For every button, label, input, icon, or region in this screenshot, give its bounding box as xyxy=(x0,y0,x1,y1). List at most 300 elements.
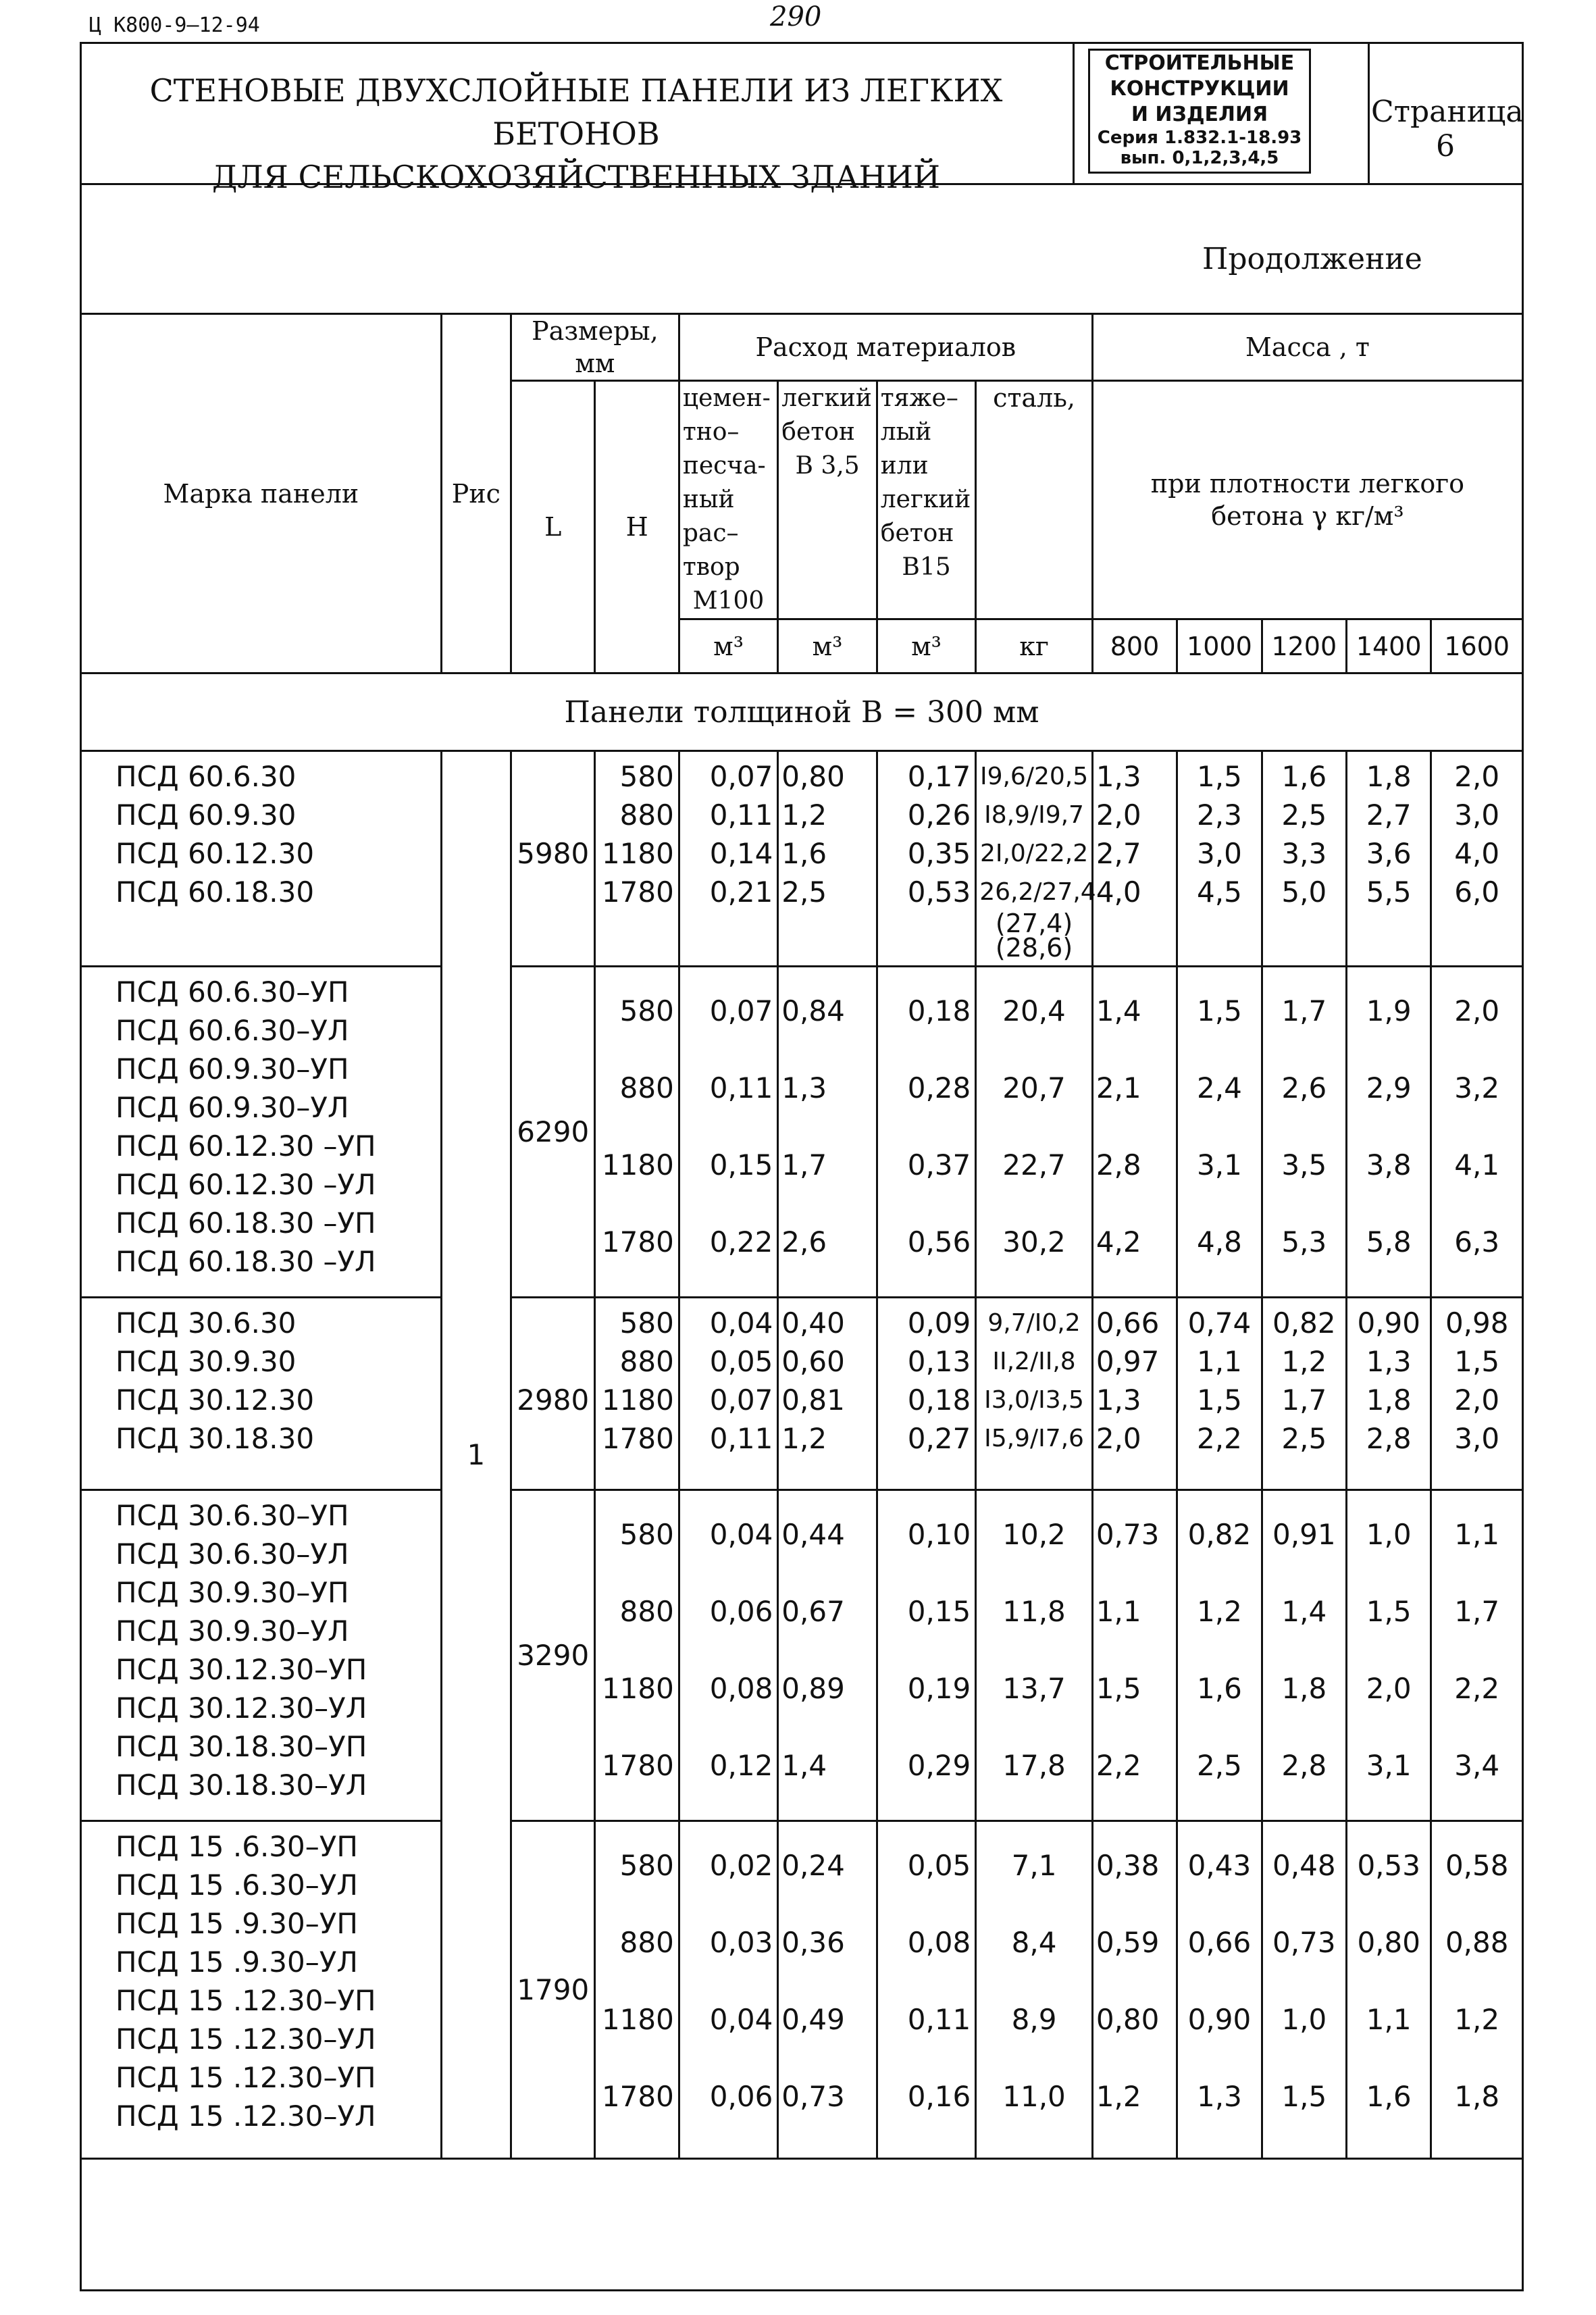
steel-value: 22,7 xyxy=(1002,1148,1066,1181)
panel-mark: ПСД 60.6.30–УП xyxy=(115,975,349,1009)
light-value: 1,6 xyxy=(781,837,827,870)
mass-value: 2,1 xyxy=(1096,1071,1141,1104)
mass-value: 1,7 xyxy=(1454,1595,1500,1628)
heavy-value: 0,05 xyxy=(907,1849,971,1882)
group-4-light xyxy=(778,1490,877,1821)
panel-mark: ПСД 30.18.30–УП xyxy=(115,1730,367,1763)
mass-value: 1,3 xyxy=(1197,2080,1242,2113)
steel-value: I5,9/I7,6 xyxy=(984,1425,1084,1452)
mass-value: 2,0 xyxy=(1096,1422,1141,1455)
series-line-2: КОНСТРУКЦИИ xyxy=(1110,77,1289,101)
mass-value: 6,3 xyxy=(1454,1225,1500,1258)
mass-value: 3,6 xyxy=(1366,837,1412,870)
steel-value: 13,7 xyxy=(1002,1672,1066,1705)
group-2-light xyxy=(778,967,877,1298)
panel-mark: ПСД 30.9.30 xyxy=(115,1345,297,1378)
heavy-value: 0,19 xyxy=(907,1672,971,1705)
mortar-value: 0,11 xyxy=(709,1071,773,1104)
panel-mark: ПСД 30.6.30–УЛ xyxy=(115,1537,349,1571)
mass-value: 0,90 xyxy=(1187,2003,1252,2036)
mass-value: 0,88 xyxy=(1445,1926,1509,1959)
group-1-mass-800 xyxy=(1092,751,1177,967)
mass-value: 0,48 xyxy=(1272,1849,1336,1882)
heavy-l1: тяже– xyxy=(880,384,958,412)
group-3-mass-1600 xyxy=(1431,1298,1523,1490)
mass-value: 1,7 xyxy=(1281,1383,1327,1417)
series-cell xyxy=(1073,42,1370,183)
mass-value: 0,74 xyxy=(1187,1306,1252,1340)
mortar-value: 0,06 xyxy=(709,2080,773,2113)
unit-light: м³ xyxy=(778,619,877,673)
mass-value: 1,5 xyxy=(1366,1595,1412,1628)
height-value: 1180 xyxy=(601,837,674,870)
fig-header: Рис xyxy=(441,314,511,673)
steel-value: 26,2/27,4 xyxy=(979,878,1096,906)
document-code: Ц К800-9—12-94 xyxy=(89,14,260,37)
group-5-mass-800 xyxy=(1092,1821,1177,2159)
group-5-heavy xyxy=(877,1821,975,2159)
mortar-value: 0,04 xyxy=(709,2003,773,2036)
mass-value: 0,58 xyxy=(1445,1849,1509,1882)
mass-value: 1,4 xyxy=(1096,994,1141,1027)
group-3-steel xyxy=(976,1298,1093,1490)
mass-value: 1,5 xyxy=(1197,994,1242,1027)
group-4-length: 3290 xyxy=(511,1490,595,1821)
density-1400: 1400 xyxy=(1347,619,1431,673)
light-value: 1,2 xyxy=(781,798,827,832)
mortar-l4: ный xyxy=(682,486,735,513)
height-value: 880 xyxy=(619,1071,674,1104)
group-1-names xyxy=(81,751,442,967)
mass-value: 2,7 xyxy=(1366,798,1412,832)
steel-value: I3,0/I3,5 xyxy=(984,1386,1084,1414)
group-1-heights xyxy=(595,751,679,967)
group-2-mortar xyxy=(679,967,777,1298)
group-4-mass-1400 xyxy=(1347,1490,1431,1821)
mortar-l7: М100 xyxy=(692,587,765,615)
height-value: 880 xyxy=(619,798,674,832)
mass-value: 5,5 xyxy=(1366,875,1412,909)
mass-value: 2,4 xyxy=(1197,1071,1242,1104)
materials-table xyxy=(80,313,1524,2160)
mass-value: 2,8 xyxy=(1096,1148,1141,1181)
heavy-value: 0,29 xyxy=(907,1749,971,1782)
group-4-mass-800 xyxy=(1092,1490,1177,1821)
height-value: 1780 xyxy=(601,1422,674,1455)
steel-note: (27,4) xyxy=(995,909,1073,938)
mortar-value: 0,14 xyxy=(709,837,773,870)
group-3-mass-1400 xyxy=(1347,1298,1431,1490)
mass-value: 1,3 xyxy=(1096,1383,1141,1417)
light-value: 0,40 xyxy=(781,1306,845,1340)
mass-value: 4,8 xyxy=(1197,1225,1242,1258)
mortar-value: 0,22 xyxy=(709,1225,773,1258)
light-l1: легкий xyxy=(781,384,872,412)
group-2-mass-800 xyxy=(1092,967,1177,1298)
group-4-mortar xyxy=(679,1490,777,1821)
continuation-label: Продолжение xyxy=(1202,242,1422,276)
length-header: L xyxy=(511,381,595,673)
mass-value: 3,4 xyxy=(1454,1749,1500,1782)
section-title: Панели толщиной В = 300 мм xyxy=(81,673,1523,751)
steel-value: I8,9/I9,7 xyxy=(984,801,1084,829)
group-1-mass-1600 xyxy=(1431,751,1523,967)
mass-value: 4,5 xyxy=(1197,875,1242,909)
page-number: 290 xyxy=(770,1,822,32)
steel-value: 2I,0/22,2 xyxy=(979,840,1089,867)
light-value: 0,44 xyxy=(781,1518,845,1551)
mass-value: 2,5 xyxy=(1197,1749,1242,1782)
height-value: 580 xyxy=(619,1306,674,1340)
steel-value: 20,7 xyxy=(1002,1071,1066,1104)
length-value: 2980 xyxy=(517,1383,590,1417)
mass-value: 1,6 xyxy=(1366,2080,1412,2113)
panel-mark: ПСД 30.9.30–УЛ xyxy=(115,1614,349,1648)
steel-value: 7,1 xyxy=(1011,1849,1057,1882)
mass-value: 3,0 xyxy=(1197,837,1242,870)
panel-mark: ПСД 60.9.30–УЛ xyxy=(115,1091,349,1124)
group-1-steel xyxy=(976,751,1096,967)
density-1000: 1000 xyxy=(1177,619,1262,673)
group-2-heavy xyxy=(877,967,975,1298)
page-label: Страница 6 xyxy=(1371,95,1524,163)
steel-note: (28,6) xyxy=(995,933,1073,963)
heavy-value: 0,53 xyxy=(907,875,971,909)
mass-value: 0,80 xyxy=(1357,1926,1420,1959)
panel-mark: ПСД 30.6.30–УП xyxy=(115,1499,349,1532)
panel-mark: ПСД 60.18.30 –УЛ xyxy=(115,1245,376,1278)
mass-value: 1,1 xyxy=(1366,2003,1412,2036)
height-value: 580 xyxy=(619,760,674,793)
light-value: 0,67 xyxy=(781,1595,845,1628)
group-4-heavy xyxy=(877,1490,975,1821)
panel-mark: ПСД 15 .12.30–УП xyxy=(115,2061,376,2094)
figure-number-cell xyxy=(441,751,511,2159)
panel-mark: ПСД 15 .9.30–УЛ xyxy=(115,1945,358,1979)
height-value: 580 xyxy=(619,1518,674,1551)
panel-mark: ПСД 15 .12.30–УЛ xyxy=(115,2023,376,2056)
mass-value: 0,53 xyxy=(1357,1849,1420,1882)
density-1200: 1200 xyxy=(1262,619,1346,673)
light-value: 0,36 xyxy=(781,1926,845,1959)
heavy-l2: лый xyxy=(880,418,932,446)
steel-value: 9,7/I0,2 xyxy=(987,1309,1081,1337)
steel-value: 11,8 xyxy=(1002,1595,1066,1628)
height-value: 1780 xyxy=(601,1225,674,1258)
light-value: 0,24 xyxy=(781,1849,845,1882)
height-value: 1180 xyxy=(601,1383,674,1417)
group-1-mass-1400 xyxy=(1347,751,1431,967)
mass-value: 2,2 xyxy=(1454,1672,1500,1705)
mass-value: 1,2 xyxy=(1281,1345,1327,1378)
mortar-value: 0,11 xyxy=(709,1422,773,1455)
height-value: 1180 xyxy=(601,1148,674,1181)
mass-value: 0,98 xyxy=(1445,1306,1509,1340)
steel-value: 10,2 xyxy=(1002,1518,1066,1551)
mass-value: 1,8 xyxy=(1366,760,1412,793)
mass-value: 1,1 xyxy=(1096,1595,1141,1628)
panel-mark: ПСД 15 .12.30–УП xyxy=(115,1984,376,2017)
unit-mortar: м³ xyxy=(679,619,777,673)
panel-mark: ПСД 30.12.30–УЛ xyxy=(115,1691,367,1725)
mass-value: 0,66 xyxy=(1096,1306,1160,1340)
mass-value: 2,3 xyxy=(1197,798,1242,832)
steel-value: II,2/II,8 xyxy=(992,1348,1076,1375)
document-title xyxy=(80,69,1073,199)
unit-steel: кг xyxy=(976,619,1093,673)
density-1600: 1600 xyxy=(1431,619,1523,673)
panel-mark: ПСД 30.18.30 xyxy=(115,1422,315,1455)
title-line-1: СТЕНОВЫЕ ДВУХСЛОЙНЫЕ ПАНЕЛИ ИЗ ЛЕГКИХ БЕТОНОВ xyxy=(149,72,1003,152)
density-l2: бетона γ кг/м³ xyxy=(1211,501,1404,531)
group-4-names xyxy=(81,1490,442,1821)
mass-value: 4,0 xyxy=(1096,875,1141,909)
panel-mark: ПСД 60.12.30 xyxy=(115,837,315,870)
mass-value: 2,0 xyxy=(1366,1672,1412,1705)
mass-value: 3,8 xyxy=(1366,1148,1412,1181)
mass-value: 4,2 xyxy=(1096,1225,1141,1258)
mass-value: 2,8 xyxy=(1281,1749,1327,1782)
mass-value: 3,0 xyxy=(1454,798,1500,832)
light-value: 0,81 xyxy=(781,1383,845,1417)
panel-mark: ПСД 15 .9.30–УП xyxy=(115,1907,358,1940)
height-value: 880 xyxy=(619,1926,674,1959)
heavy-value: 0,35 xyxy=(907,837,971,870)
group-5-mass-1200 xyxy=(1262,1821,1346,2159)
density-header xyxy=(1092,381,1522,619)
mass-value: 2,2 xyxy=(1096,1749,1141,1782)
mass-value: 1,5 xyxy=(1197,1383,1242,1417)
sizes-header: Размеры, мм xyxy=(511,314,679,381)
heavy-value: 0,11 xyxy=(907,2003,971,2036)
mass-value: 0,97 xyxy=(1096,1345,1160,1378)
mark-header: Марка панели xyxy=(81,314,442,673)
panel-mark: ПСД 15 .6.30–УЛ xyxy=(115,1868,358,1902)
mass-value: 6,0 xyxy=(1454,875,1500,909)
group-4-mass-1200 xyxy=(1262,1490,1346,1821)
mortar-value: 0,15 xyxy=(709,1148,773,1181)
group-5-steel xyxy=(976,1821,1093,2159)
group-5-mass-1000 xyxy=(1177,1821,1262,2159)
group-1-mass-1000 xyxy=(1177,751,1262,967)
mass-value: 2,0 xyxy=(1454,760,1500,793)
group-1-length xyxy=(511,751,595,967)
height-value: 580 xyxy=(619,994,674,1027)
panel-mark: ПСД 60.9.30–УП xyxy=(115,1052,349,1086)
mass-value: 2,0 xyxy=(1096,798,1141,832)
light-value: 0,80 xyxy=(781,760,845,793)
figure-number: 1 xyxy=(467,1438,486,1471)
mass-value: 2,0 xyxy=(1454,1383,1500,1417)
panel-mark: ПСД 30.18.30–УЛ xyxy=(115,1769,367,1802)
mortar-l3: песча- xyxy=(682,452,766,480)
panel-mark: ПСД 60.6.30–УЛ xyxy=(115,1014,349,1047)
mass-value: 1,5 xyxy=(1281,2080,1327,2113)
heavy-concrete-header xyxy=(877,381,975,619)
panel-mark: ПСД 60.12.30 –УЛ xyxy=(115,1168,376,1201)
mass-value: 3,0 xyxy=(1454,1422,1500,1455)
light-value: 2,5 xyxy=(781,875,827,909)
steel-value: 30,2 xyxy=(1002,1225,1066,1258)
group-3-mass-1000 xyxy=(1177,1298,1262,1490)
group-3-names xyxy=(81,1298,442,1490)
group-3-mass-800 xyxy=(1092,1298,1177,1490)
mass-value: 1,2 xyxy=(1197,1595,1242,1628)
density-800: 800 xyxy=(1092,619,1177,673)
heavy-value: 0,16 xyxy=(907,2080,971,2113)
panel-mark: ПСД 60.9.30 xyxy=(115,798,297,832)
mass-value: 2,7 xyxy=(1096,837,1141,870)
heavy-value: 0,18 xyxy=(907,1383,971,1417)
panel-mark: ПСД 30.6.30 xyxy=(115,1306,297,1340)
mortar-value: 0,07 xyxy=(709,760,773,793)
mass-value: 1,3 xyxy=(1096,760,1141,793)
mortar-value: 0,03 xyxy=(709,1926,773,1959)
mass-value: 1,7 xyxy=(1281,994,1327,1027)
heavy-value: 0,13 xyxy=(907,1345,971,1378)
mass-value: 4,0 xyxy=(1454,837,1500,870)
light-concrete-header xyxy=(778,381,877,619)
heavy-l6: В15 xyxy=(902,553,951,581)
mass-value: 1,1 xyxy=(1454,1518,1500,1551)
steel-header: сталь, xyxy=(976,381,1093,619)
mortar-value: 0,12 xyxy=(709,1749,773,1782)
heavy-value: 0,28 xyxy=(907,1071,971,1104)
mass-value: 0,80 xyxy=(1096,2003,1160,2036)
mass-value: 2,8 xyxy=(1366,1422,1412,1455)
mass-value: 4,1 xyxy=(1454,1148,1500,1181)
heavy-value: 0,09 xyxy=(907,1306,971,1340)
title-block xyxy=(80,42,1524,195)
mass-value: 2,2 xyxy=(1197,1422,1242,1455)
light-value: 0,89 xyxy=(781,1672,845,1705)
mass-value: 5,0 xyxy=(1281,875,1327,909)
light-l2: бетон xyxy=(781,418,855,446)
light-value: 0,60 xyxy=(781,1345,845,1378)
group-2-names xyxy=(81,967,442,1298)
height-value: 1780 xyxy=(601,1749,674,1782)
group-3-mortar xyxy=(679,1298,777,1490)
mass-value: 3,1 xyxy=(1366,1749,1412,1782)
group-3-length xyxy=(511,1298,595,1490)
series-line-4: Серия 1.832.1-18.93 xyxy=(1097,128,1302,148)
mass-value: 1,0 xyxy=(1366,1518,1412,1551)
group-1-heavy xyxy=(877,751,975,967)
light-value: 1,4 xyxy=(781,1749,827,1782)
series-line-1: СТРОИТЕЛЬНЫЕ xyxy=(1104,51,1295,75)
panel-mark: ПСД 60.18.30 –УП xyxy=(115,1206,376,1240)
mass-value: 0,91 xyxy=(1272,1518,1336,1551)
panel-mark: ПСД 30.12.30 xyxy=(115,1383,315,1417)
height-value: 1780 xyxy=(601,2080,674,2113)
light-value: 1,7 xyxy=(781,1148,827,1181)
mass-value: 5,3 xyxy=(1281,1225,1327,1258)
mortar-value: 0,21 xyxy=(709,875,773,909)
mass-value: 0,38 xyxy=(1096,1849,1160,1882)
unit-heavy: м³ xyxy=(877,619,975,673)
mortar-l6: твор xyxy=(682,553,740,581)
height-value: 880 xyxy=(619,1595,674,1628)
light-value: 2,6 xyxy=(781,1225,827,1258)
group-1-mass-1200 xyxy=(1262,751,1346,967)
group-1-light xyxy=(778,751,877,967)
group-2-mass-1600 xyxy=(1431,967,1523,1298)
group-5-mortar xyxy=(679,1821,777,2159)
steel-value: 8,4 xyxy=(1011,1926,1057,1959)
light-value: 0,49 xyxy=(781,2003,845,2036)
heavy-value: 0,17 xyxy=(907,760,971,793)
heavy-value: 0,08 xyxy=(907,1926,971,1959)
mass-value: 1,6 xyxy=(1197,1672,1242,1705)
mass-value: 2,6 xyxy=(1281,1071,1327,1104)
series-box xyxy=(1088,49,1311,174)
mass-header: Масса , т xyxy=(1092,314,1522,381)
group-1-mortar xyxy=(679,751,777,967)
light-value: 1,3 xyxy=(781,1071,827,1104)
light-l3: В 3,5 xyxy=(795,452,860,480)
steel-value: I9,6/20,5 xyxy=(979,763,1089,790)
mortar-value: 0,07 xyxy=(709,994,773,1027)
series-line-3: И ИЗДЕЛИЯ xyxy=(1131,103,1268,126)
mortar-value: 0,04 xyxy=(709,1306,773,1340)
mass-value: 1,6 xyxy=(1281,760,1327,793)
mass-value: 1,2 xyxy=(1096,2080,1141,2113)
mortar-value: 0,06 xyxy=(709,1595,773,1628)
length-value: 5980 xyxy=(517,837,590,870)
mass-value: 0,82 xyxy=(1272,1306,1336,1340)
mass-value: 1,5 xyxy=(1096,1672,1141,1705)
mass-value: 0,73 xyxy=(1096,1518,1160,1551)
steel-value: 8,9 xyxy=(1011,2003,1057,2036)
group-2-length: 6290 xyxy=(511,967,595,1298)
mass-value: 1,2 xyxy=(1454,2003,1500,2036)
panel-mark: ПСД 60.12.30 –УП xyxy=(115,1129,376,1163)
mass-value: 1,5 xyxy=(1454,1345,1500,1378)
heavy-value: 0,26 xyxy=(907,798,971,832)
heavy-value: 0,18 xyxy=(907,994,971,1027)
group-5-mass-1400 xyxy=(1347,1821,1431,2159)
mortar-value: 0,07 xyxy=(709,1383,773,1417)
group-3-mass-1200 xyxy=(1262,1298,1346,1490)
mass-value: 0,43 xyxy=(1187,1849,1252,1882)
heavy-value: 0,10 xyxy=(907,1518,971,1551)
consumption-header: Расход материалов xyxy=(679,314,1092,381)
mortar-value: 0,02 xyxy=(709,1849,773,1882)
mass-value: 0,82 xyxy=(1187,1518,1252,1551)
mass-value: 3,1 xyxy=(1197,1148,1242,1181)
group-2-heights xyxy=(595,967,679,1298)
heavy-value: 0,56 xyxy=(907,1225,971,1258)
steel-value: 17,8 xyxy=(1002,1749,1066,1782)
mass-value: 0,66 xyxy=(1187,1926,1252,1959)
mortar-header xyxy=(679,381,777,619)
height-value: 1180 xyxy=(601,1672,674,1705)
mass-value: 2,9 xyxy=(1366,1071,1412,1104)
group-2-mass-1000 xyxy=(1177,967,1262,1298)
heavy-value: 0,27 xyxy=(907,1422,971,1455)
heavy-value: 0,15 xyxy=(907,1595,971,1628)
mass-value: 5,8 xyxy=(1366,1225,1412,1258)
light-value: 1,2 xyxy=(781,1422,827,1455)
mass-value: 1,5 xyxy=(1197,760,1242,793)
height-value: 1780 xyxy=(601,875,674,909)
group-4-mass-1600 xyxy=(1431,1490,1523,1821)
height-value: 580 xyxy=(619,1849,674,1882)
panel-mark: ПСД 30.9.30–УП xyxy=(115,1576,349,1609)
light-value: 0,84 xyxy=(781,994,845,1027)
mass-value: 1,9 xyxy=(1366,994,1412,1027)
mass-value: 3,2 xyxy=(1454,1071,1500,1104)
